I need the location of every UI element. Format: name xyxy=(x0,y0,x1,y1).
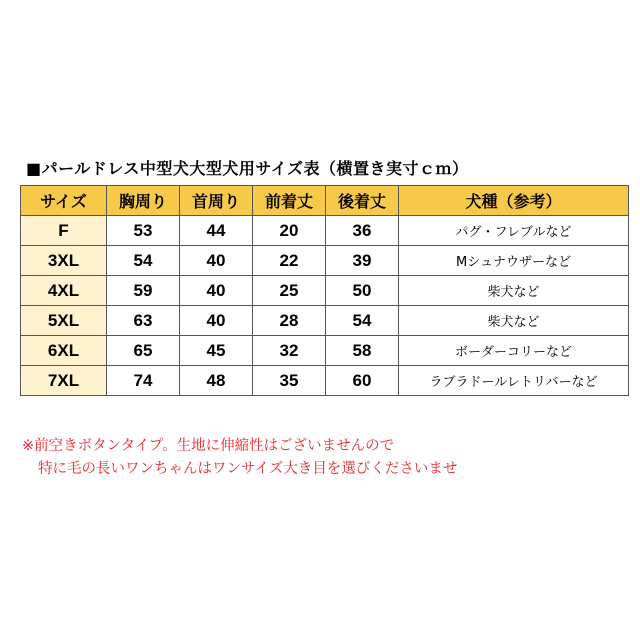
size-cell: F xyxy=(21,216,107,246)
breed-cell: 柴犬など xyxy=(399,276,629,306)
table-row xyxy=(21,216,629,246)
page-title: ■パールドレス中型犬大型犬用サイズ表（横置き実寸ｃｍ） xyxy=(26,159,469,178)
chest-cell: 53 xyxy=(107,216,180,246)
front-length-cell: 28 xyxy=(253,306,326,336)
chest-cell: 65 xyxy=(107,336,180,366)
front-length-cell: 22 xyxy=(253,246,326,276)
breed-cell: Mシュナウザーなど xyxy=(399,246,629,276)
chest-cell: 63 xyxy=(107,306,180,336)
neck-cell: 40 xyxy=(180,306,253,336)
size-cell: 6XL xyxy=(21,336,107,366)
breed-cell: ラブラドールレトリバーなど xyxy=(399,366,629,396)
size-cell: 3XL xyxy=(21,246,107,276)
back-length-cell: 39 xyxy=(326,246,399,276)
breed-cell: パグ・フレブルなど xyxy=(399,216,629,246)
front-length-cell: 25 xyxy=(253,276,326,306)
chest-cell: 59 xyxy=(107,276,180,306)
header-breed: 犬種（参考） xyxy=(399,186,629,216)
size-cell: 7XL xyxy=(21,366,107,396)
table-row xyxy=(21,246,629,276)
table-row xyxy=(21,276,629,306)
back-length-cell: 58 xyxy=(326,336,399,366)
table-row xyxy=(21,366,629,396)
header-front-length: 前着丈 xyxy=(253,186,326,216)
header-size: サイズ xyxy=(21,186,107,216)
chest-cell: 54 xyxy=(107,246,180,276)
table-row xyxy=(21,306,629,336)
back-length-cell: 50 xyxy=(326,276,399,306)
header-back-length: 後着丈 xyxy=(326,186,399,216)
table-row xyxy=(21,336,629,366)
chest-cell: 74 xyxy=(107,366,180,396)
note-line-1: ※前空きボタンタイプ。生地に伸縮性はございませんので xyxy=(22,438,395,454)
back-length-cell: 60 xyxy=(326,366,399,396)
size-cell: 4XL xyxy=(21,276,107,306)
front-length-cell: 20 xyxy=(253,216,326,246)
back-length-cell: 54 xyxy=(326,306,399,336)
front-length-cell: 32 xyxy=(253,336,326,366)
neck-cell: 48 xyxy=(180,366,253,396)
header-chest: 胸周り xyxy=(107,186,180,216)
neck-cell: 44 xyxy=(180,216,253,246)
neck-cell: 40 xyxy=(180,276,253,306)
breed-cell: ボーダーコリーなど xyxy=(399,336,629,366)
table-header-row xyxy=(21,186,629,216)
neck-cell: 40 xyxy=(180,246,253,276)
size-cell: 5XL xyxy=(21,306,107,336)
breed-cell: 柴犬など xyxy=(399,306,629,336)
note-line-2: 特に毛の長いワンちゃんはワンサイズ大き目を選びくださいませ xyxy=(38,461,458,477)
back-length-cell: 36 xyxy=(326,216,399,246)
neck-cell: 45 xyxy=(180,336,253,366)
size-table xyxy=(20,185,629,396)
header-neck: 首周り xyxy=(180,186,253,216)
front-length-cell: 35 xyxy=(253,366,326,396)
